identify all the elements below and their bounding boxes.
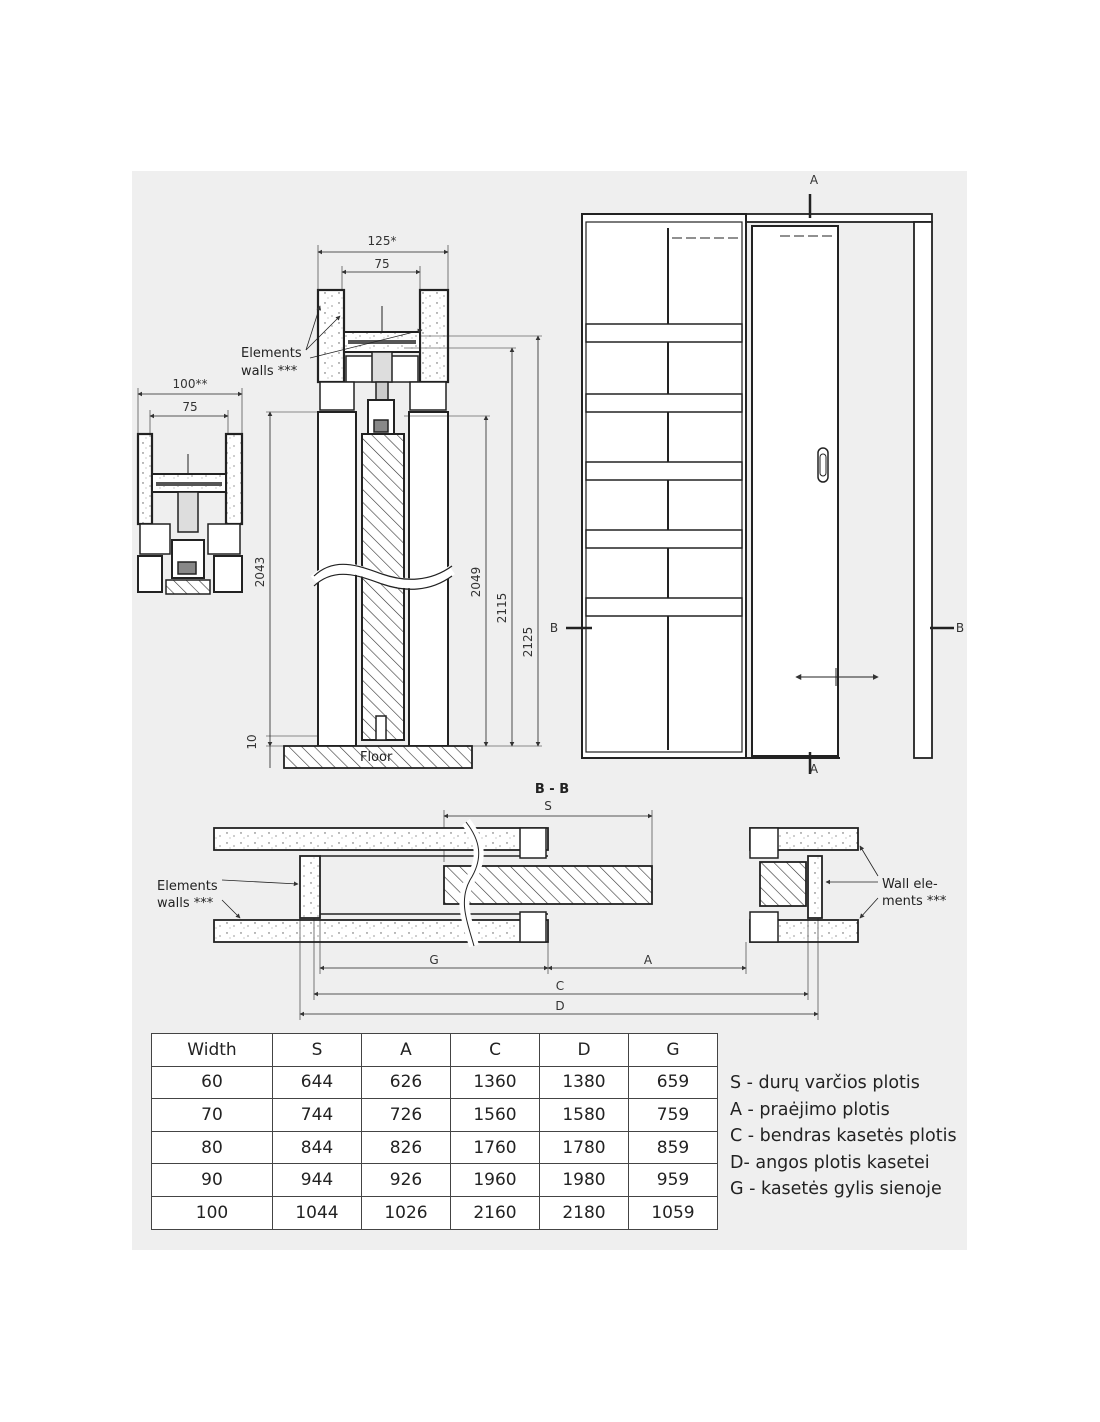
table-cell: 2180 [540, 1196, 629, 1229]
table-header-row [152, 1034, 718, 1067]
table-cell: 1059 [629, 1196, 718, 1229]
label-elements-walls-2: walls *** [241, 364, 298, 379]
table-cell: 1760 [451, 1131, 540, 1164]
dim-2043: 2043 [253, 556, 267, 588]
dim-2125: 2125 [521, 626, 535, 658]
plan-label-left-1: Elements [157, 879, 218, 894]
table-row [152, 1196, 718, 1229]
section-title: B - B [534, 782, 570, 797]
section-mark-bottom: A [809, 762, 819, 776]
elevation [566, 194, 954, 774]
detail-dim-inner: 75 [182, 400, 198, 414]
legend-item-a: A - praėjimo plotis [730, 1099, 890, 1120]
dimensions-table [151, 1033, 718, 1230]
legend-item-g: G - kasetės gylis sienoje [730, 1179, 942, 1199]
header-g: G [629, 1034, 718, 1067]
detail-dim-outer: 100** [172, 377, 208, 391]
table-row [152, 1066, 718, 1099]
plan-label-right-2: ments *** [882, 894, 947, 909]
table-cell: 1360 [451, 1066, 540, 1099]
table-cell: 844 [273, 1131, 362, 1164]
vertical-section [266, 245, 542, 768]
dim-2115: 2115 [495, 592, 509, 624]
legend-item-c: C - bendras kasetės plotis [730, 1126, 957, 1146]
dim-10: 10 [245, 734, 259, 750]
section-mark-right: B [955, 621, 965, 635]
table-cell: 944 [273, 1164, 362, 1197]
floor-label: Floor [360, 750, 393, 765]
dim-g: G [429, 953, 439, 967]
dim-a: A [643, 953, 653, 967]
table-cell: 60 [152, 1066, 273, 1099]
table-cell: 70 [152, 1099, 273, 1132]
table-cell: 859 [629, 1131, 718, 1164]
plan-label-left-2: walls *** [157, 896, 214, 911]
table-cell: 626 [362, 1066, 451, 1099]
dim-2049: 2049 [469, 566, 483, 598]
header-s: S [273, 1034, 362, 1067]
table-cell: 1026 [362, 1196, 451, 1229]
table-cell: 1580 [540, 1099, 629, 1132]
table-row [152, 1099, 718, 1132]
table-cell: 959 [629, 1164, 718, 1197]
table-cell: 644 [273, 1066, 362, 1099]
table-cell: 826 [362, 1131, 451, 1164]
table-cell: 1380 [540, 1066, 629, 1099]
label-elements-walls-1: Elements [241, 346, 302, 361]
dim-top-inner: 75 [374, 257, 390, 271]
legend-item-s: S - durų varčios plotis [730, 1073, 920, 1093]
table-cell: 659 [629, 1066, 718, 1099]
table-cell: 2160 [451, 1196, 540, 1229]
plan-section [214, 810, 878, 1020]
legend [730, 1070, 957, 1203]
table-cell: 926 [362, 1164, 451, 1197]
table-cell: 1780 [540, 1131, 629, 1164]
section-mark-top: A [809, 173, 819, 187]
plan-label-right-1: Wall ele- [882, 877, 938, 892]
table-cell: 759 [629, 1099, 718, 1132]
dim-d: D [555, 999, 565, 1013]
legend-item-d: D- angos plotis kasetei [730, 1152, 930, 1173]
header-d: D [540, 1034, 629, 1067]
detail-section [138, 388, 242, 594]
table-cell: 90 [152, 1164, 273, 1197]
table-cell: 100 [152, 1196, 273, 1229]
table-cell: 1560 [451, 1099, 540, 1132]
section-mark-left: B [549, 621, 559, 635]
table-cell: 726 [362, 1099, 451, 1132]
table-row [152, 1164, 718, 1197]
dim-c: C [555, 979, 565, 993]
table-cell: 80 [152, 1131, 273, 1164]
header-c: C [451, 1034, 540, 1067]
dim-s: S [544, 799, 552, 813]
table-cell: 1960 [451, 1164, 540, 1197]
header-width: Width [152, 1034, 273, 1067]
header-a: A [362, 1034, 451, 1067]
table-cell: 1980 [540, 1164, 629, 1197]
table-cell: 744 [273, 1099, 362, 1132]
table-row [152, 1131, 718, 1164]
dim-top-outer: 125* [367, 234, 397, 248]
table-cell: 1044 [273, 1196, 362, 1229]
